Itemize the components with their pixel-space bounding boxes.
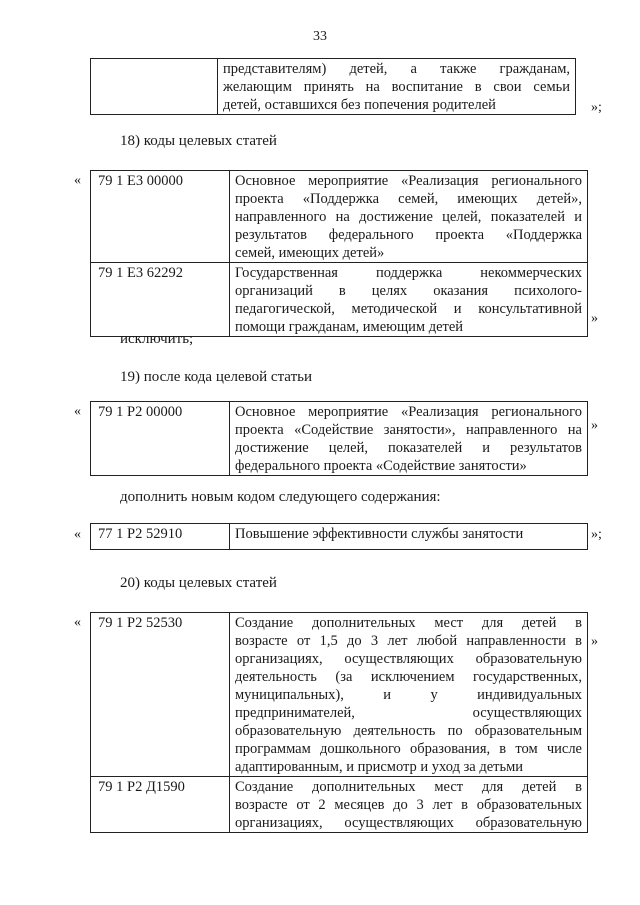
code-cell: 77 1 P2 52910 xyxy=(91,524,230,550)
code-cell: 79 1 P2 Д1590 xyxy=(91,777,230,833)
opening-quote: « xyxy=(74,615,81,630)
description-line: семей, имеющих детей» xyxy=(235,245,385,261)
description-line: федерального проекта «Содействие занятости» xyxy=(235,458,527,474)
description-line: проекта «Поддержка семей, имеющих детей», xyxy=(235,191,582,207)
opening-quote: « xyxy=(74,173,81,188)
description-line: образовательную деятельность по образовательным xyxy=(235,723,582,739)
table-18 xyxy=(90,170,588,337)
paragraph-19: 19) после кода целевой статьи xyxy=(120,369,313,385)
description-line: организаций в целях оказания психолого- xyxy=(235,283,582,299)
exclude-instruction: исключить; xyxy=(120,331,194,347)
description-line: Основное мероприятие «Реализация регионального xyxy=(235,173,582,189)
description-line: Государственная поддержка некоммерческих xyxy=(235,265,582,281)
add-code-instruction: дополнить новым кодом следующего содержания: xyxy=(120,489,441,505)
closing-quote: » xyxy=(591,634,598,649)
description-line: Создание дополнительных мест для детей в xyxy=(235,779,582,795)
description-line: муниципальных), и у индивидуальных xyxy=(235,687,582,703)
code-cell: 79 1 P2 52530 xyxy=(91,613,230,777)
description-line: желающим принять на воспитание в свои семьи xyxy=(223,79,570,95)
description-cell xyxy=(230,524,588,550)
continuation-table xyxy=(90,58,576,115)
description-line: помощи гражданам, имеющим детей xyxy=(235,319,464,335)
description-line: педагогической, методической и консультативной xyxy=(235,301,582,317)
code-cell: 79 1 P2 00000 xyxy=(91,402,230,476)
code-cell: 79 1 E3 62292 xyxy=(91,263,230,337)
table-row xyxy=(91,613,588,777)
description-line: Создание дополнительных мест для детей в xyxy=(235,615,582,631)
paragraph-18: 18) коды целевых статей xyxy=(120,133,277,149)
description-line: Повышение эффективности службы занятости xyxy=(235,526,524,542)
table-row xyxy=(91,171,588,263)
description-cell xyxy=(218,59,576,115)
description-line: деятельность (за исключением государственных, xyxy=(235,669,582,685)
closing-quote: » xyxy=(591,311,598,326)
description-line: достижение целей, показателей и результатов xyxy=(235,440,582,456)
description-line: результатов федерального проекта «Поддержка xyxy=(235,227,582,243)
description-line: направленного на достижение целей, показателей и xyxy=(235,209,582,225)
table-row xyxy=(91,777,588,833)
description-line: детей, оставшихся без попечения родителей xyxy=(223,97,496,113)
opening-quote: « xyxy=(74,527,81,542)
opening-quote: « xyxy=(74,404,81,419)
table-row xyxy=(91,402,588,476)
description-cell xyxy=(230,263,588,337)
closing-quote: »; xyxy=(591,527,602,542)
table-20 xyxy=(90,612,588,833)
page-number: 33 xyxy=(313,29,327,44)
table-row xyxy=(91,524,588,550)
description-cell xyxy=(230,613,588,777)
closing-quote: »; xyxy=(591,100,602,115)
description-line: адаптированным, и присмотр и уход за детьми xyxy=(235,759,524,775)
description-line: предпринимателей, осуществляющих xyxy=(235,705,582,721)
description-line: программам дошкольного образования, в том числе xyxy=(235,741,582,757)
table-19 xyxy=(90,401,588,476)
description-line: представителям) детей, а также гражданам, xyxy=(223,61,570,77)
description-line: организациях, осуществляющих образовательную xyxy=(235,651,582,667)
description-cell xyxy=(230,171,588,263)
description-line: организациях, осуществляющих образовательную xyxy=(235,815,582,831)
description-line: проекта «Содействие занятости», направленного на xyxy=(235,422,582,438)
description-line: возрасте от 1,5 до 3 лет любой направленности в xyxy=(235,633,582,649)
table-add xyxy=(90,523,588,550)
paragraph-20: 20) коды целевых статей xyxy=(120,575,277,591)
code-cell: 79 1 E3 00000 xyxy=(91,171,230,263)
table-row xyxy=(91,263,588,337)
description-line: Основное мероприятие «Реализация регионального xyxy=(235,404,582,420)
table-row xyxy=(91,59,576,115)
closing-quote: » xyxy=(591,418,598,433)
code-cell xyxy=(91,59,218,115)
description-line: возрасте от 2 месяцев до 3 лет в образовательных xyxy=(235,797,582,813)
description-cell xyxy=(230,402,588,476)
description-cell xyxy=(230,777,588,833)
